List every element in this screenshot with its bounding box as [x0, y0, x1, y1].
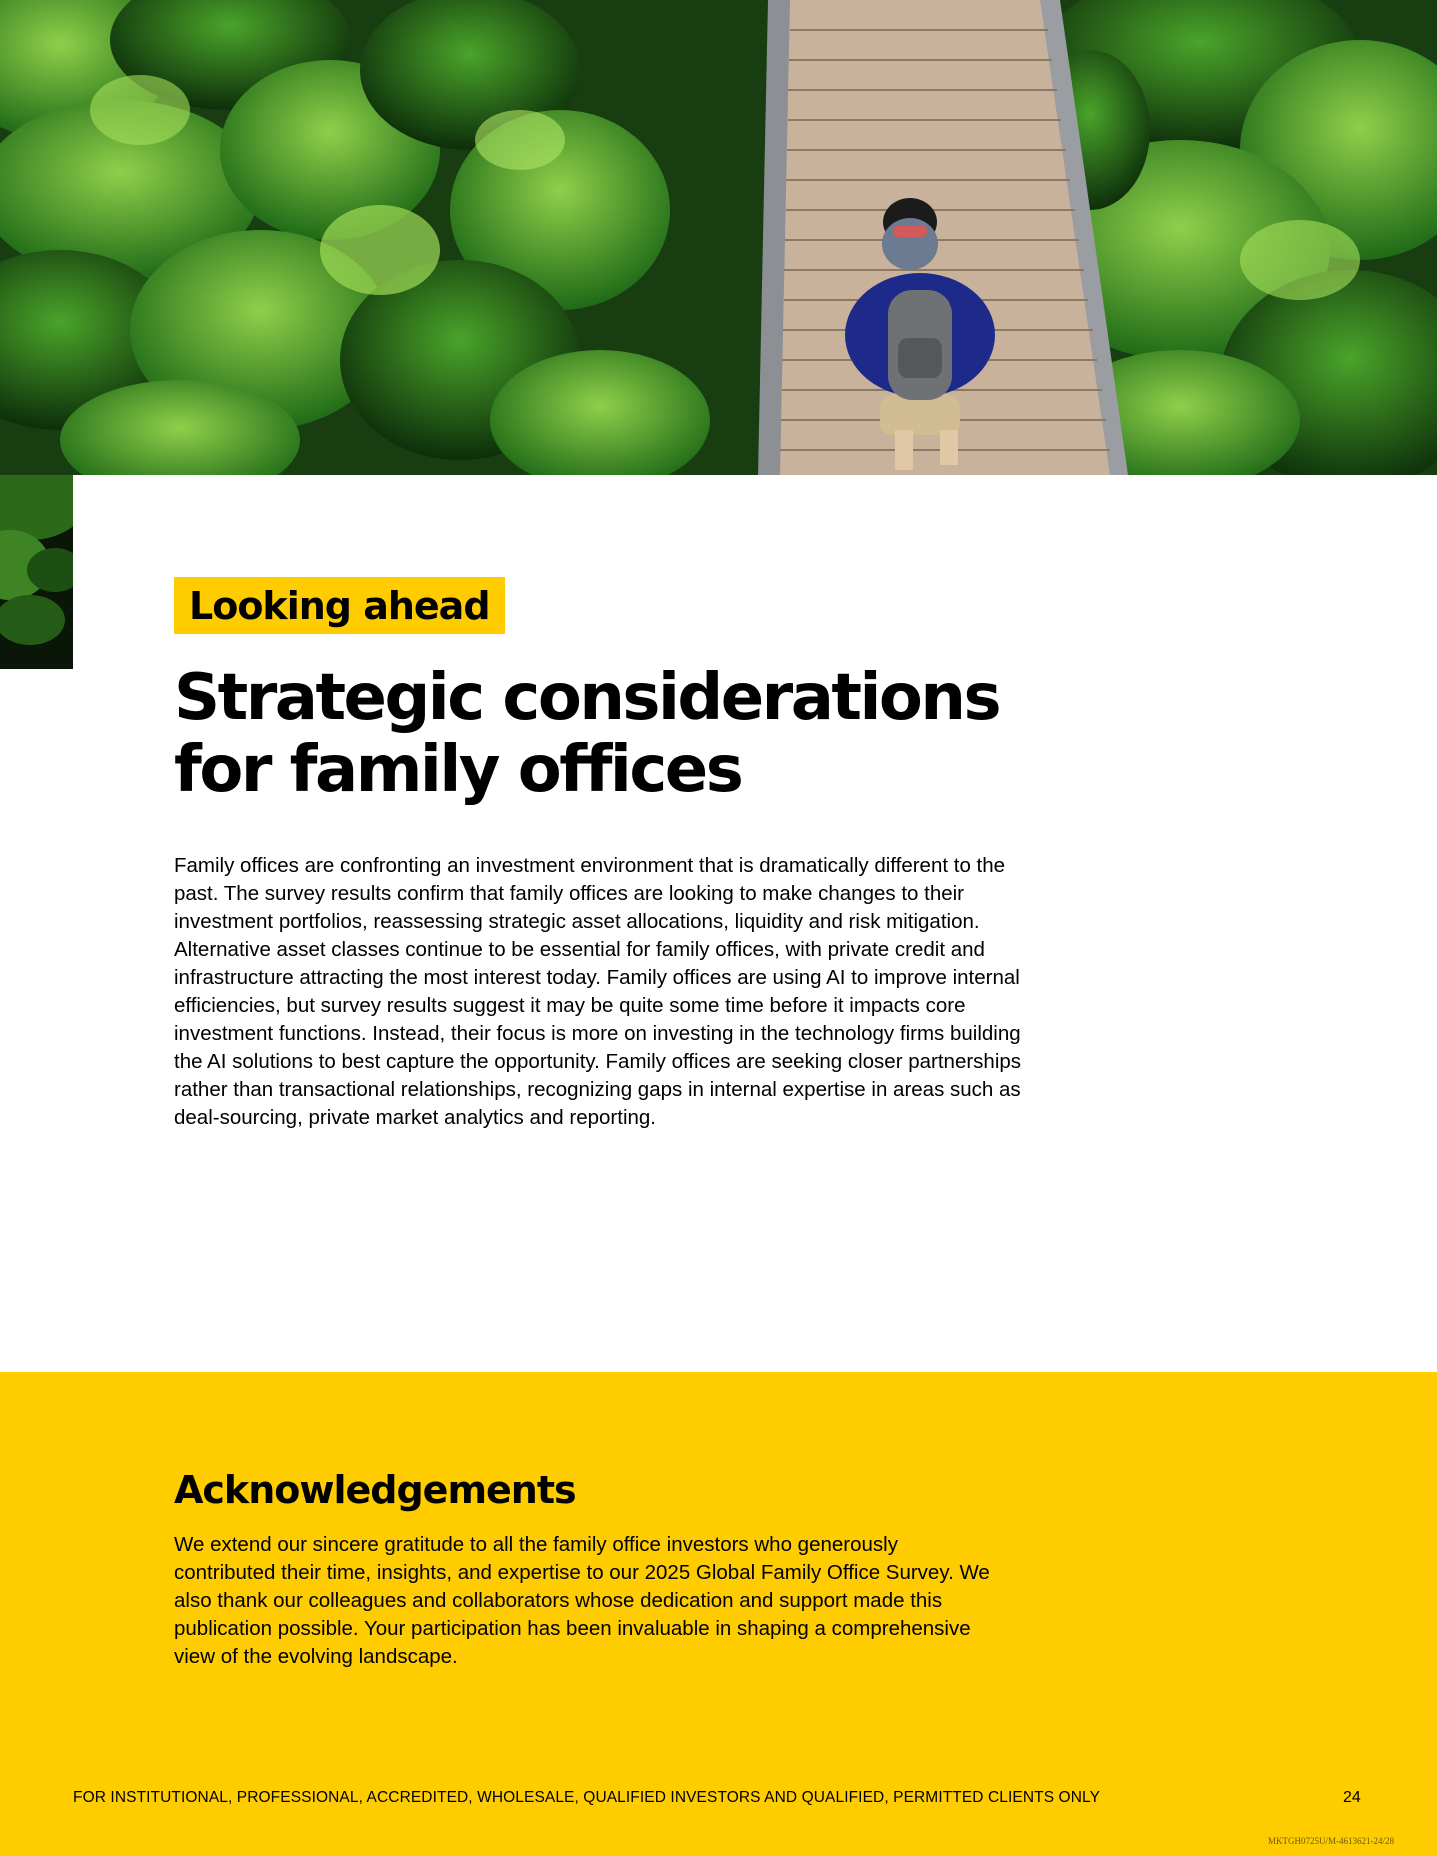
document-code: MKTGH0725U/M-4613621-24/28: [1268, 1836, 1394, 1846]
page-title-line-2: for family offices: [174, 733, 742, 807]
section-tag: Looking ahead: [174, 577, 505, 634]
hero-photo-strip: [0, 475, 73, 669]
acknowledgements-title: Acknowledgements: [174, 1468, 576, 1512]
hero-photo: [0, 0, 1437, 475]
page-title: [174, 662, 1074, 806]
intro-paragraph: Family offices are confronting an investment environment that is dramatically different to the past. The survey results confirm that family offices are looking to make changes to their investment portfolios, reassessing strategic asset allocations, liquidity and risk mitigation. Alternative asset classes continue to be essential for family offices, with private credit and infrastructure attracting the most interest today. Family offices are using AI to improve internal efficiencies, but survey results suggest it may be quite some time before it impacts core investment functions. Instead, their focus is more on investing in the technology firms building the AI solutions to best capture the opportunity. Family offices are seeking closer partnerships rather than transactional relationships, recognizing gaps in internal expertise in areas such as deal-sourcing, private market analytics and reporting.: [174, 854, 1022, 1129]
footer-disclaimer: FOR INSTITUTIONAL, PROFESSIONAL, ACCREDITED, WHOLESALE, QUALIFIED INVESTORS AND QUALIFIED, PERMITTED CLIENTS ONLY: [73, 1789, 1101, 1806]
forest-walkway-illustration: [0, 0, 1437, 475]
page-title-line-1: Strategic considerations: [174, 661, 1000, 735]
page-number: 24: [1343, 1789, 1361, 1806]
acknowledgements-body: We extend our sincere gratitude to all the family office investors who generously contributed their time, insights, and expertise to our 2025 Global Family Office Survey. We also thank our colleagues and collaborators whose dedication and support made this publication possible. Your participation has been invaluable in shaping a comprehensive view of the evolving landscape.: [174, 1533, 990, 1668]
